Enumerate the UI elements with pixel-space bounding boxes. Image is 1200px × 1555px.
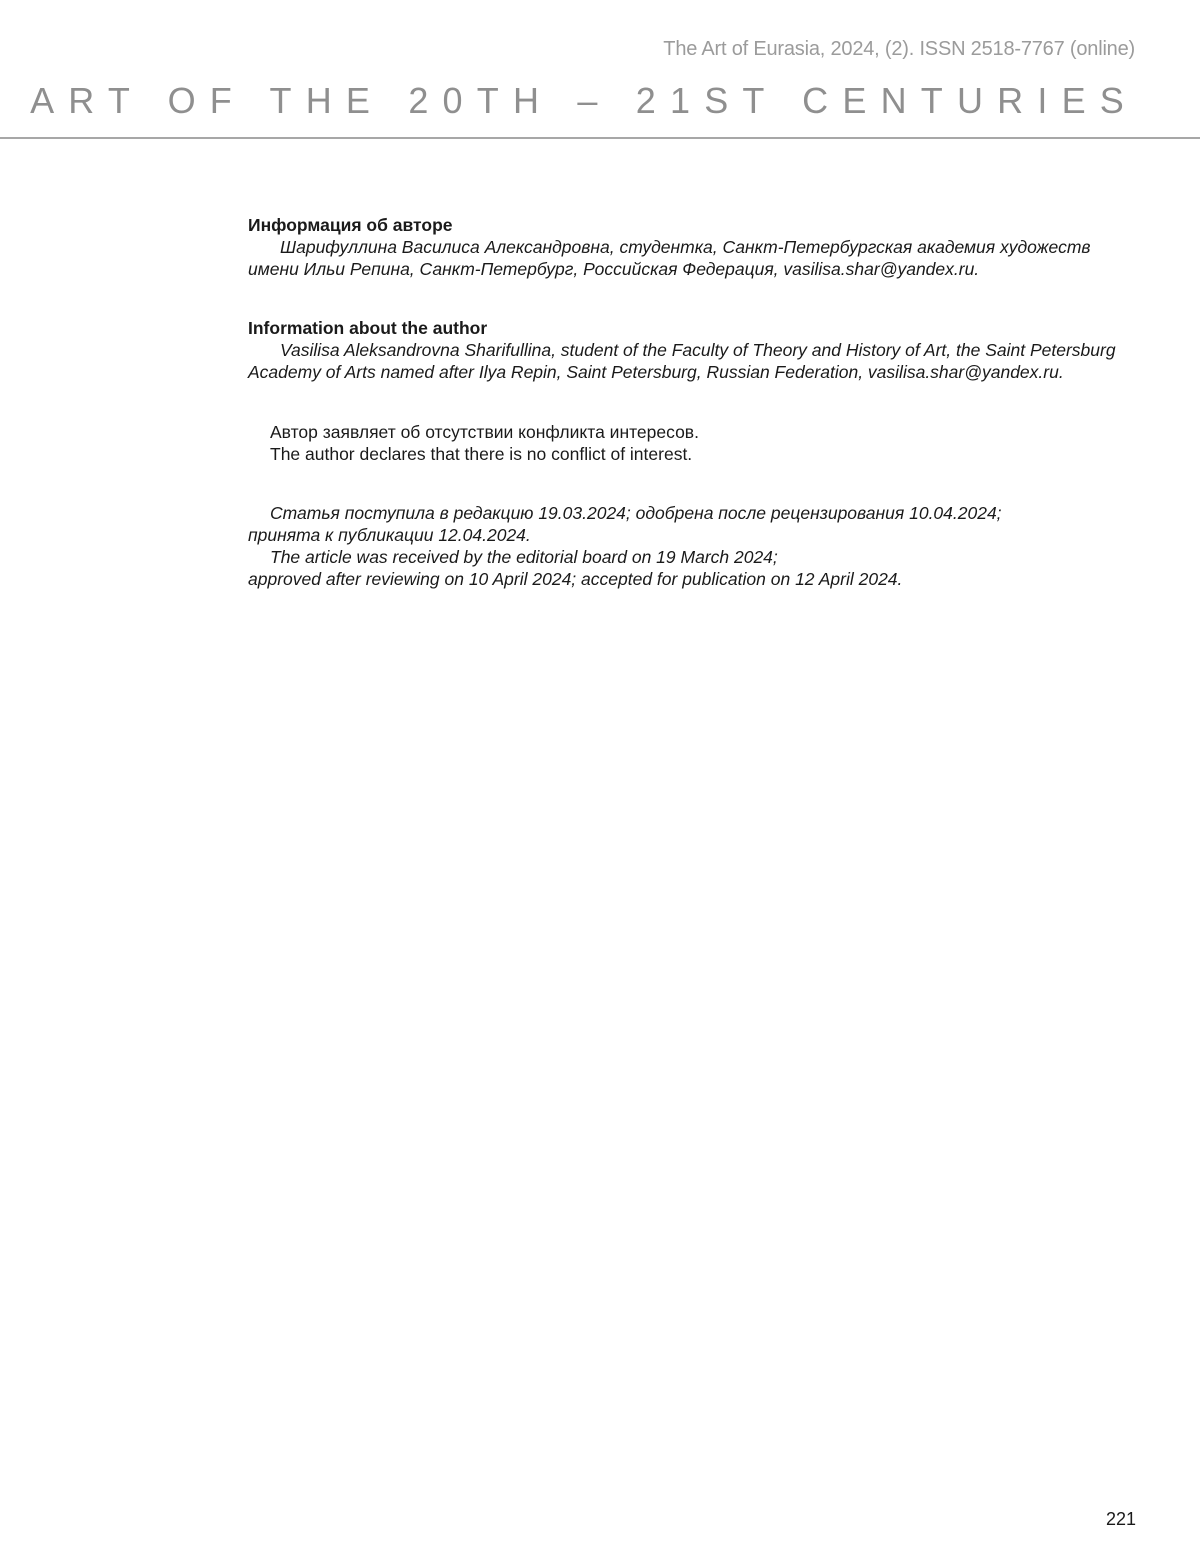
dates-ru-line2: принята к публикации 12.04.2024. <box>248 525 531 545</box>
author-info-en <box>248 317 1118 383</box>
article-end-matter <box>248 214 1118 590</box>
publication-dates <box>248 502 1118 590</box>
author-info-en-text: Vasilisa Aleksandrovna Sharifullina, student of the Faculty of Theory and History of Art, the Saint Petersburg Academy of Arts named after Ilya Repin, Saint Petersburg, Russian Federation, vasilisa.shar@yandex.ru. <box>248 340 1116 382</box>
conflict-of-interest <box>248 421 1118 465</box>
dates-en-line2: approved after reviewing on 10 April 2024; accepted for publication on 12 April 2024. <box>248 569 903 589</box>
author-info-ru <box>248 214 1118 280</box>
dates-en-line1: The article was received by the editorial board on 19 March 2024; <box>270 547 778 567</box>
author-info-ru-text: Шарифуллина Василиса Александровна, студентка, Санкт-Петербургская академия художеств имени Ильи Репина, Санкт-Петербург, Российская Федерация, vasilisa.shar@yandex.ru. <box>248 237 1091 279</box>
dates-ru-line1: Статья поступила в редакцию 19.03.2024; одобрена после рецензирования 10.04.2024; <box>270 503 1002 523</box>
header-divider <box>0 137 1200 139</box>
conflict-en: The author declares that there is no conflict of interest. <box>270 444 693 464</box>
page-number: 221 <box>1105 1509 1136 1529</box>
section-title: ART OF THE 20TH – 21ST CENTURIES <box>30 80 1138 121</box>
author-info-en-heading: Information about the author <box>248 318 488 338</box>
running-head: The Art of Eurasia, 2024, (2). ISSN 2518-7767 (online) <box>663 38 1135 60</box>
conflict-ru: Автор заявляет об отсутствии конфликта интересов. <box>270 422 699 442</box>
author-info-ru-heading: Информация об авторе <box>248 215 453 235</box>
